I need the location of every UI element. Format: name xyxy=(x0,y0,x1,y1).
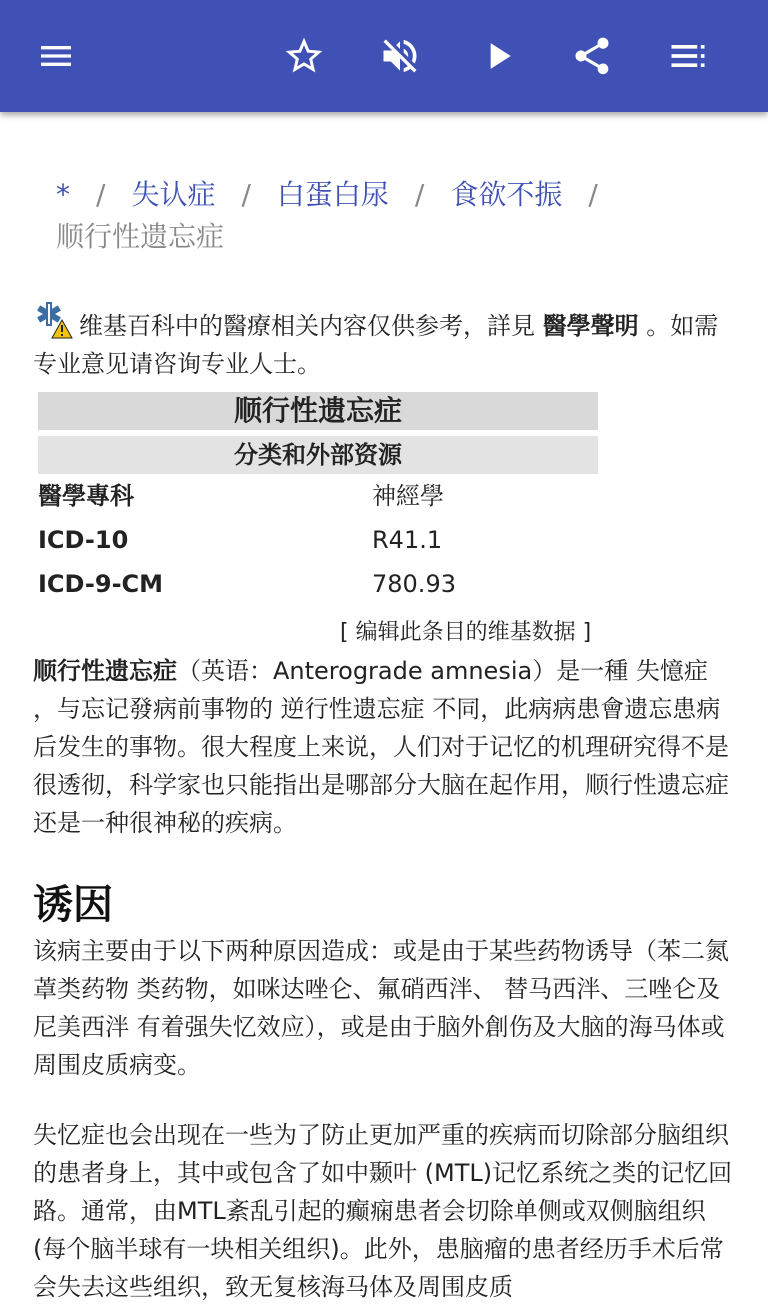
list-icon[interactable] xyxy=(660,28,716,84)
section-heading: 诱因 xyxy=(33,882,113,928)
infobox-value[interactable]: R41.1 xyxy=(372,526,443,554)
infobox-title: 顺行性遗忘症 xyxy=(38,392,598,430)
breadcrumb-current: 顺行性遗忘症 xyxy=(56,220,225,253)
play-icon[interactable] xyxy=(470,28,526,84)
edit-wikidata-link[interactable]: [ 编辑此条目的维基数据 ] xyxy=(340,620,592,645)
disclaimer-text: 维基百科中的醫療相关内容仅供参考，詳見 xyxy=(79,312,535,340)
infobox xyxy=(38,392,598,645)
infobox-row-icd9 xyxy=(38,562,598,606)
infobox-row-icd10 xyxy=(38,518,598,562)
breadcrumb-separator: / xyxy=(241,178,251,211)
intro-paragraph xyxy=(33,652,737,842)
infobox-key: 醫學專科 xyxy=(38,482,134,510)
breadcrumb-item-anorexia[interactable]: 食欲不振 xyxy=(450,178,563,211)
breadcrumb xyxy=(56,174,736,258)
volume-off-icon[interactable] xyxy=(372,28,428,84)
section-paragraph-1: 该病主要由于以下两种原因造成：或是由于某些药物诱导（苯二氮䓬类药物 类药物，如咪达唑仑、氟硝西泮、 替马西泮、三唑仑及 尼美西泮 有着强失忆效应），或是由于脑外創伤及大脑的海马体或周围皮质病变。 xyxy=(33,937,729,1079)
breadcrumb-item-home[interactable]: * xyxy=(56,178,70,211)
app-bar xyxy=(0,0,768,112)
infobox-value[interactable]: 780.93 xyxy=(372,570,456,598)
infobox-key[interactable]: ICD-9-CM xyxy=(38,570,164,598)
infobox-subtitle: 分类和外部资源 xyxy=(38,436,598,474)
infobox-value[interactable]: 神經學 xyxy=(372,482,444,510)
section-paragraph-2: 失忆症也会出现在一些为了防止更加严重的疾病而切除部分脑组织的患者身上，其中或包含了如中颞叶 (MTL)记忆系统之类的记忆回路。通常，由MTL紊乱引起的癫痫患者会切除单侧或双侧脑组织 (每个脑半球有一块相关组织)。此外，患脑瘤的患者经历手术后常会失去这些组织，致无复核海马体及周围皮质 xyxy=(33,1121,733,1301)
star-icon[interactable] xyxy=(276,28,332,84)
breadcrumb-separator: / xyxy=(96,178,106,211)
breadcrumb-separator: / xyxy=(414,178,425,211)
medical-disclaimer xyxy=(33,300,733,383)
breadcrumb-item-agnosia[interactable]: 失认症 xyxy=(131,178,216,211)
breadcrumb-separator: / xyxy=(588,178,598,211)
medical-warning-icon xyxy=(33,300,73,340)
breadcrumb-item-albuminuria[interactable]: 白蛋白尿 xyxy=(276,178,389,211)
infobox-row-specialty xyxy=(38,474,598,518)
menu-icon[interactable] xyxy=(28,28,84,84)
article-content xyxy=(0,112,768,1301)
infobox-key[interactable]: ICD-10 xyxy=(38,526,129,554)
medical-disclaimer-link[interactable]: 醫學聲明 xyxy=(542,312,639,340)
share-icon[interactable] xyxy=(564,28,620,84)
intro-term: 顺行性遗忘症 xyxy=(33,657,177,685)
disclaimer-text-end: 。如需专业意见请咨询专业人士。 xyxy=(33,312,719,378)
intro-text: （英语：Anterograde amnesia）是一種 失憶症 ，与忘记發病前事物的 逆行性遗忘症 不同，此病病患會遗忘患病后发生的事物。很大程度上来说，人们对于记忆的机理研究得不是很透彻，科学家也只能指出是哪部分大脑在起作用，顺行性遗忘症还是一种很神秘的疾病。 xyxy=(33,657,729,837)
